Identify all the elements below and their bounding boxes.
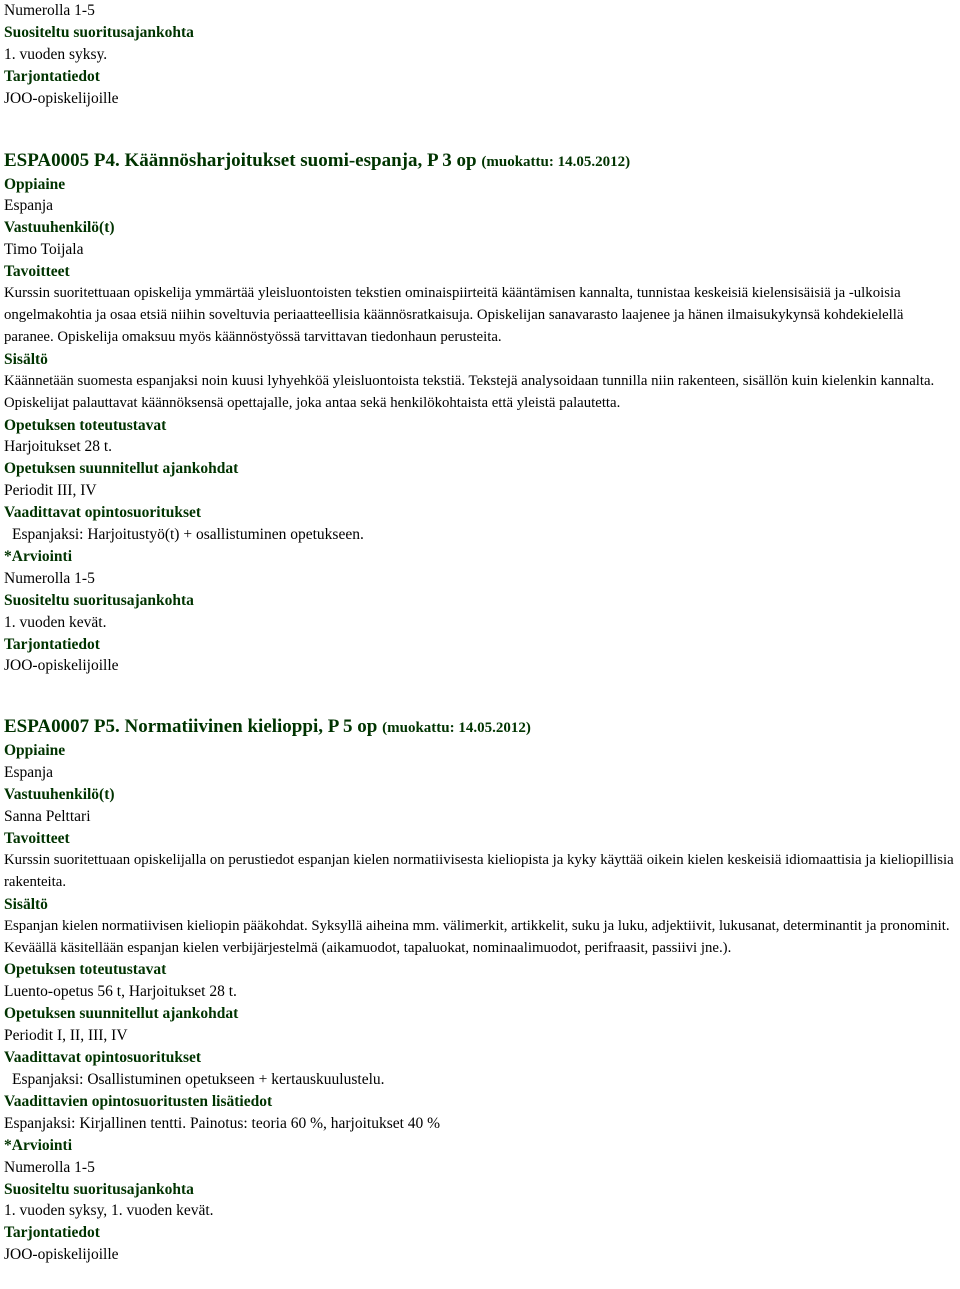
tarjonta-value: JOO-opiskelijoille <box>4 89 119 107</box>
suositeltu-label: Suositeltu suoritusajankohta <box>4 1180 194 1198</box>
modified-date: (muokattu: 14.05.2012) <box>481 153 631 170</box>
vastuuhenkilo-value: Sanna Pelttari <box>4 808 91 826</box>
tavoitteet-text: Kurssin suoritettuaan opiskelija ymmärtää yleisluontoisten tekstien ominaispiirteitä kääntämisen kannalta, tunnistaa keskeisiä kielensisäisiä ja -ulkoisia ongelmakohtia ja osaa etsiä niihin soveltuvia periaatteellisia käännösratkaisuja. Opiskelijan sanavarasto laajenee ja hänen ilmaisukykynsä kohdekielellä paranee. Opiskelija omaksuu myös käännöstyössä tarvittavan tiedonhaun perusteita. <box>4 285 904 345</box>
arviointi-label: *Arviointi <box>4 547 73 565</box>
vastuuhenkilo-label: Vastuuhenkilö(t) <box>4 786 115 804</box>
toteutustavat-label: Opetuksen toteutustavat <box>4 961 167 979</box>
tavoitteet-label: Tavoitteet <box>4 830 70 847</box>
vaadittavat-value: Espanjaksi: Harjoitustyö(t) + osallistuminen opetukseen. <box>12 526 364 544</box>
lisatiedot-label: Vaadittavien opintosuoritusten lisätiedot <box>4 1092 273 1110</box>
toteutustavat-value: Harjoitukset 28 t. <box>4 438 113 456</box>
arviointi-label: *Arviointi <box>4 1136 73 1154</box>
tavoitteet-text: Kurssin suoritettuaan opiskelijalla on perustiedot espanjan kielen normatiivisesta kieliopista ja kyky käyttää oikein kielen keskeisiä idiomaattisia ja kieliopillisia rakenteita. <box>4 851 954 890</box>
tarjonta-label: Tarjontatiedot <box>4 1224 100 1242</box>
vastuuhenkilo-value: Timo Toijala <box>4 241 84 259</box>
arviointi-value: Numerolla 1-5 <box>4 1158 95 1176</box>
ajankohdat-value: Periodit III, IV <box>4 482 97 500</box>
course-title-text: ESPA0005 P4. Käännösharjoitukset suomi-espanja, P 3 op <box>4 149 477 171</box>
vaadittavat-value: Espanjaksi: Osallistuminen opetukseen + kertauskuulustelu. <box>12 1070 385 1088</box>
ajankohdat-value: Periodit I, II, III, IV <box>4 1027 128 1045</box>
ajankohdat-label: Opetuksen suunnitellut ajankohdat <box>4 1005 239 1023</box>
sisalto-label: Sisältö <box>4 350 48 368</box>
suositeltu-value: 1. vuoden kevät. <box>4 613 107 631</box>
oppiaine-value: Espanja <box>4 764 54 782</box>
sisalto-label: Sisältö <box>4 895 48 913</box>
ajankohdat-label: Opetuksen suunnitellut ajankohdat <box>4 460 239 478</box>
arviointi-value: Numerolla 1-5 <box>4 2 95 19</box>
arviointi-value: Numerolla 1-5 <box>4 569 95 587</box>
vaadittavat-label: Vaadittavat opintosuoritukset <box>4 1049 202 1067</box>
tarjonta-value: JOO-opiskelijoille <box>4 1246 119 1264</box>
oppiaine-label: Oppiaine <box>4 742 66 760</box>
oppiaine-label: Oppiaine <box>4 175 66 193</box>
toteutustavat-value: Luento-opetus 56 t, Harjoitukset 28 t. <box>4 983 237 1001</box>
toteutustavat-label: Opetuksen toteutustavat <box>4 416 167 434</box>
modified-date: (muokattu: 14.05.2012) <box>382 720 531 737</box>
lisatiedot-value: Espanjaksi: Kirjallinen tentti. Painotus: teoria 60 %, harjoitukset 40 % <box>4 1114 441 1132</box>
sisalto-text: Espanjan kielen normatiivisen kieliopin pääkohdat. Syksyllä aiheina mm. välimerkit, artikkelit, suku ja luku, adjektiivit, lukusanat, determinantit ja pronominit. Keväällä käsitellään espanjan kielen verbijärjestelmä (aikamuodot, tapaluokat, nominaalimuodot, perifraasit, passiivi jne.). <box>4 917 950 956</box>
previous-course-tail <box>4 0 960 110</box>
suositeltu-label: Suositeltu suoritusajankohta <box>4 23 194 41</box>
suositeltu-label: Suositeltu suoritusajankohta <box>4 591 194 609</box>
oppiaine-value: Espanja <box>4 197 54 215</box>
course-title-text: ESPA0007 P5. Normatiivinen kielioppi, P 5 op <box>4 716 378 738</box>
course-espa0005 <box>4 149 960 678</box>
tarjonta-value: JOO-opiskelijoille <box>4 657 119 675</box>
tarjonta-label: Tarjontatiedot <box>4 67 100 85</box>
vaadittavat-label: Vaadittavat opintosuoritukset <box>4 504 202 522</box>
suositeltu-value: 1. vuoden syksy, 1. vuoden kevät. <box>4 1202 214 1220</box>
suositeltu-value: 1. vuoden syksy. <box>4 45 108 63</box>
course-title <box>4 149 960 174</box>
course-espa0007 <box>4 715 960 1266</box>
course-title <box>4 715 960 740</box>
tarjonta-label: Tarjontatiedot <box>4 635 100 653</box>
vastuuhenkilo-label: Vastuuhenkilö(t) <box>4 219 115 237</box>
tavoitteet-label: Tavoitteet <box>4 263 70 281</box>
sisalto-text: Käännetään suomesta espanjaksi noin kuusi lyhyehköä yleisluontoista tekstiä. Tekstejä analysoidaan tunnilla niin rakenteen, sisällön kuin kielenkin kannalta. Opiskelijat palauttavat käännöksensä opettajalle, joka antaa sekä henkilökohtaista että yleistä palautetta. <box>4 372 935 411</box>
